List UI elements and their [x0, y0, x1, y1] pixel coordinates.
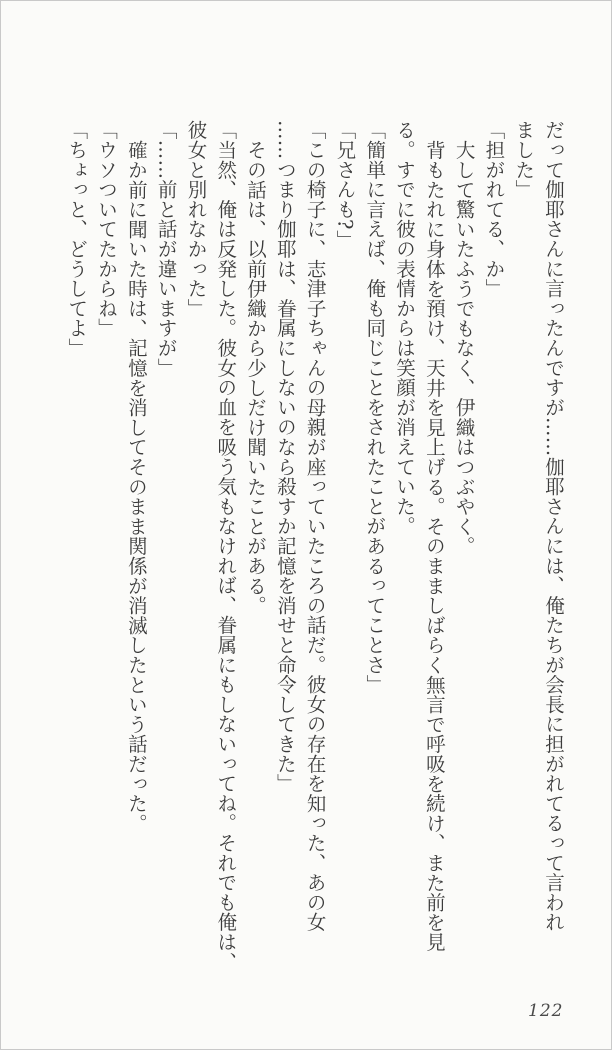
text-line-1: だって伽耶さんに言ったんですが……伽耶さんには、俺たちが会長に担がれてるって言われ — [542, 120, 565, 932]
text-line-14: 「……前と話が違いますが」 — [154, 120, 178, 378]
text-line-17: 「ちょっと、どうしてよ」 — [65, 120, 89, 358]
text-line-2: ました」 — [512, 120, 536, 200]
text-line-5: 背もたれに身体を預け、天井を見上げる。そのまましばらく無言で呼吸を続け、また前を見 — [422, 139, 446, 952]
text-line-6: る。すでに彼の表情からは笑顔が消えていた。 — [393, 120, 417, 536]
text-line-3: 「担がれてる、か」 — [482, 120, 506, 299]
text-line-12: 「当然、俺は反発した。彼女の血を吸う気もなければ、眷属にもしないってね。それでも俺は、 — [214, 120, 238, 972]
text-line-4: 大して驚いたふうでもなく、伊織はつぶやく。 — [452, 139, 476, 556]
text-line-7: 「簡単に言えば、俺も同じことをされたことがあるってことさ」 — [363, 120, 387, 695]
text-line-13: 彼女と別れなかった」 — [184, 120, 208, 318]
text-line-11: その話は、以前伊織から少しだけ聞いたことがある。 — [244, 139, 268, 615]
text-line-10: ……つまり伽耶は、眷属にしないのなら殺すか記憶を消せと命令してきた」 — [273, 120, 297, 794]
text-line-15: 確か前に聞いた時は、記憶を消してそのまま関係が消滅したという話だった。 — [124, 139, 148, 833]
text-line-9: 「この椅子に、志津子ちゃんの母親が座っていたころの話だ。彼女の存在を知った、あの女 — [303, 120, 327, 932]
text-line-16: 「ウソついてたからね」 — [95, 120, 119, 338]
page-number: 122 — [528, 1001, 564, 1021]
text-columns — [61, 120, 568, 972]
text-line-8: 「兄さんも?」 — [333, 120, 357, 250]
